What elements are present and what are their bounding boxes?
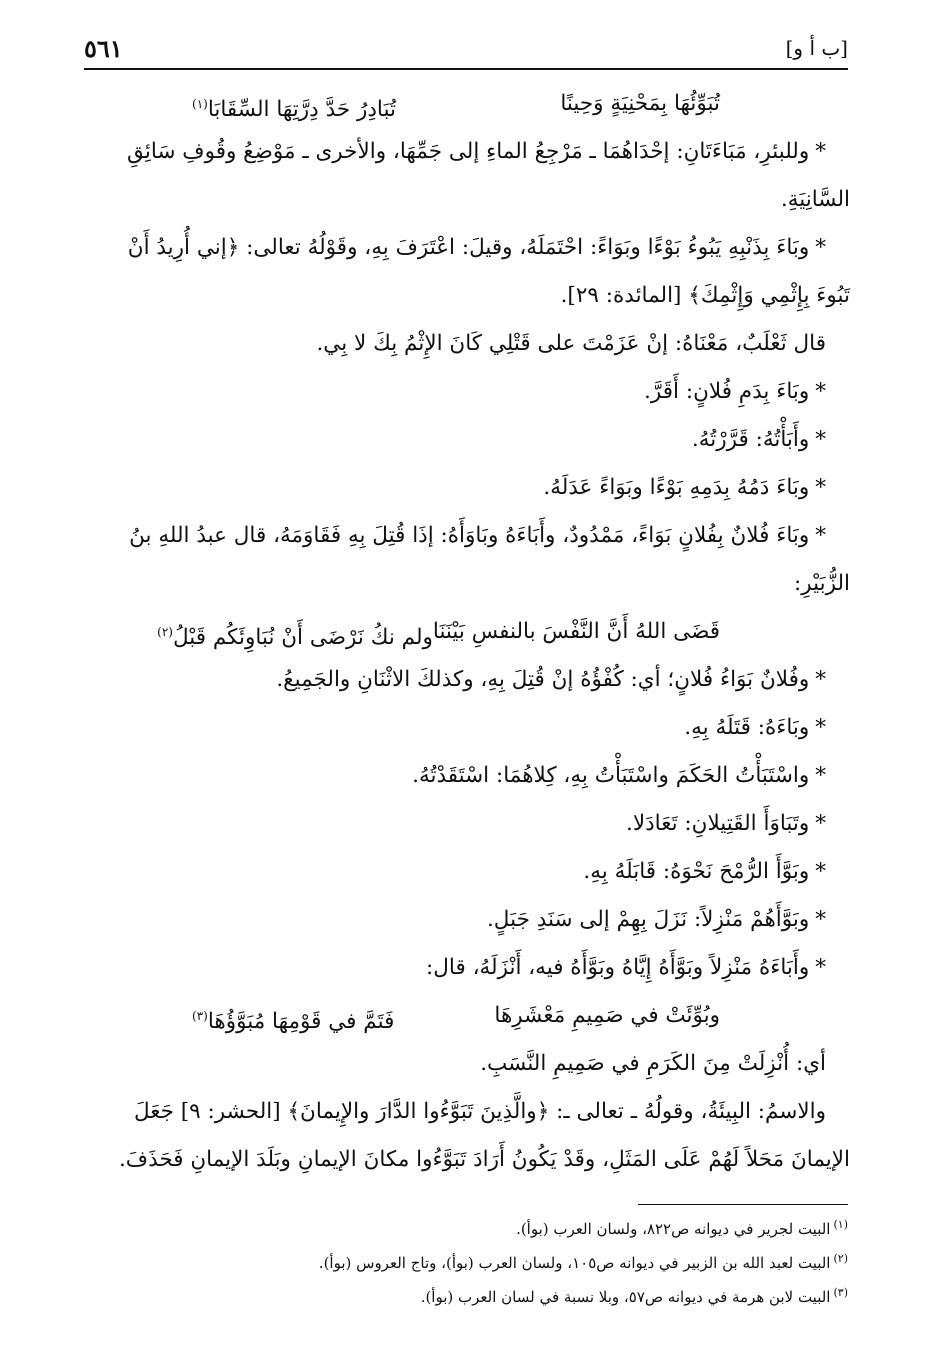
entry-paragraph: أي: أُنْزِلَتْ مِنَ الكَرَمِ في صَمِيمِ النَّسَبِ. — [480, 1051, 826, 1076]
entry-paragraph-continued: الإيمانَ مَحَلاً لَهُمْ عَلَى المَثَلِ، وقَدْ يَكُونُ أَرَادَ تَبَوَّءُوا مكانَ الإيمانِ وبَلَدَ الإيمانِ فَحَذَفَ. — [118, 1147, 850, 1172]
entry-paragraph: *وبَوَّأَهُمْ مَنْزِلاً: نَزَلَ بِهِمْ إلى سَنَدِ جَبَلٍ. — [486, 907, 826, 932]
entry-paragraph-continued: السَّانِيَةِ. — [780, 187, 850, 212]
footnote-text: البيت لجرير في ديوانه ص٨٢٢، ولسان العرب (بوأ). — [516, 1220, 831, 1238]
star-icon: * — [815, 811, 826, 836]
footnote-text: البيت لابن هرمة في ديوانه ص٥٧، وبلا نسبة في لسان العرب (بوأ). — [420, 1288, 831, 1306]
entry-paragraph: قال ثَعْلَبٌ، مَعْنَاهُ: إنْ عَزَمْتَ على قَتْلِي كَانَ الإِثْمُ بِكَ لا بِي. — [316, 331, 826, 356]
entry-paragraph: *وللبئرِ، مَبَاءَتَانِ: إحْدَاهُمَا ـ مَرْجِعُ الماءِ إلى جَمِّهَا، والأخرى ـ مَوْضِعُ وقُوفِ سَائِقِ — [126, 139, 826, 164]
entry-paragraph: *وبَاءَ بِذَنْبِهِ يَبُوءُ بَوْءًا وبَوَاءً: احْتَمَلَهُ، وقيلَ: اعْتَرَفَ بِهِ، وقَوْلُهُ تعالى: ﴿إني أُرِيدُ أَنْ — [127, 235, 826, 260]
verse-line — [82, 608, 850, 656]
entry-paragraph: *واسْتَبَأْتُ الحَكَمَ واسْتَبَأْتُ بِهِ، كِلاهُمَا: اسْتَقَدْتُهُ. — [412, 763, 826, 788]
verse-first-hemistich: قَضَى اللهُ أَنَّ النَّفْسَ بالنفسِ بَيْنَنَا — [432, 619, 720, 644]
verse-second-hemistich: فَتَمَّ في قَوْمِهَا مُبَوَّؤُهَا$^{(٣)}$ — [192, 1009, 395, 1035]
entry-paragraph-continued: تَبُوءَ بِإِثْمِي وَإِثْمِكَ﴾ [المائدة: ٢٩]. — [560, 283, 850, 308]
entry-paragraph: *وتَبَاوَأَ القَتِيلانِ: تَعَادَلا. — [626, 811, 826, 836]
star-icon: * — [815, 667, 826, 692]
star-icon: * — [815, 139, 826, 164]
footnote-mark: (٣) — [833, 1286, 848, 1299]
entry-paragraph: والاسمُ: البِيئَةُ، وقولُهُ ـ تعالى ـ: ﴿والَّذِينَ تَبَوَّءُوا الدَّارَ والإِيمانَ﴾ [الحشر: ٩] جَعَلَ — [133, 1099, 826, 1124]
entry-paragraph: *وأَبَاءَهُ مَنْزِلاً وبَوَّأَهُ إِيَّاهُ وبَوَّأَهُ فيه، أَنْزَلَهُ، قال: — [426, 955, 826, 980]
footnote-mark: (١) — [833, 1218, 848, 1231]
star-icon: * — [815, 235, 826, 260]
star-icon: * — [815, 523, 826, 548]
root-label: [ب أ و] — [785, 36, 848, 60]
verse-first-hemistich: تُبَوِّئُهَا بِمَحْنِيَةٍ وَحِينًا — [560, 91, 720, 116]
verse-line — [82, 80, 850, 128]
star-icon: * — [815, 475, 826, 500]
footnote — [84, 1210, 848, 1244]
footnotes — [84, 1210, 848, 1312]
page-header — [84, 30, 848, 70]
entry-paragraph: *وبَاءَهُ: قَتَلَهُ بِهِ. — [684, 715, 826, 740]
verse-second-hemistich: تُبَادِرُ حَدَّ دِرَّتِهَا السِّقَابَا$^{(١)}$ — [192, 97, 396, 123]
entry-paragraph: *وبَاءَ بِدَمِ فُلانٍ: أَقَرَّ. — [644, 379, 826, 404]
main-text — [82, 80, 850, 1184]
footnote — [84, 1244, 848, 1278]
footnote-ref: (١) — [192, 97, 208, 111]
footnote-ref: (٣) — [192, 1009, 208, 1023]
star-icon: * — [815, 715, 826, 740]
footnote-divider — [638, 1204, 848, 1205]
entry-paragraph: *وبَاءَ فُلانٌ بِفُلانٍ بَوَاءً، مَمْدُودٌ، وأَبَاءَهُ وبَاوَأَهُ: إذَا قُتِلَ بِهِ فَقَاوَمَهُ، قال عبدُ اللهِ بنُ — [129, 523, 826, 548]
entry-paragraph: *وبَوَّأَ الرُّمْحَ نَحْوَهُ: قَابَلَهُ بِهِ. — [583, 859, 826, 884]
verse-first-hemistich: وبُوِّئَتْ في صَمِيمِ مَعْشَرِهَا — [494, 1003, 720, 1028]
star-icon: * — [815, 955, 826, 980]
footnote-mark: (٢) — [833, 1252, 848, 1265]
page-number: ٥٦١ — [84, 34, 123, 63]
verse-second-hemistich: ولم نكُ نَرْضَى أَنْ نُبَاوِئَكُم قَبْلُ$^{(٢)}$ — [157, 625, 433, 651]
entry-paragraph-continued: الزُّبَيْرِ: — [794, 571, 850, 596]
star-icon: * — [815, 859, 826, 884]
footnote-text: البيت لعبد الله بن الزبير في ديوانه ص١٠٥، ولسان العرب (بوأ)، وتاج العروس (بوأ). — [318, 1254, 831, 1272]
star-icon: * — [815, 907, 826, 932]
entry-paragraph: *وبَاءَ دَمُهُ بِدَمِهِ بَوْءًا وبَوَاءً عَدَلَهُ. — [543, 475, 826, 500]
entry-paragraph: *وأَبَأْتُهُ: قَرَّرْتُهُ. — [691, 427, 826, 452]
footnote — [84, 1278, 848, 1312]
verse-line — [82, 992, 850, 1040]
star-icon: * — [815, 763, 826, 788]
footnote-ref: (٢) — [157, 625, 173, 639]
entry-paragraph: *وفُلانٌ بَوَاءُ فُلانٍ؛ أي: كُفْؤُهُ إنْ قُتِلَ بِهِ، وكذلكَ الاثْنَانِ والجَمِيعُ. — [276, 667, 826, 692]
star-icon: * — [815, 379, 826, 404]
star-icon: * — [815, 427, 826, 452]
